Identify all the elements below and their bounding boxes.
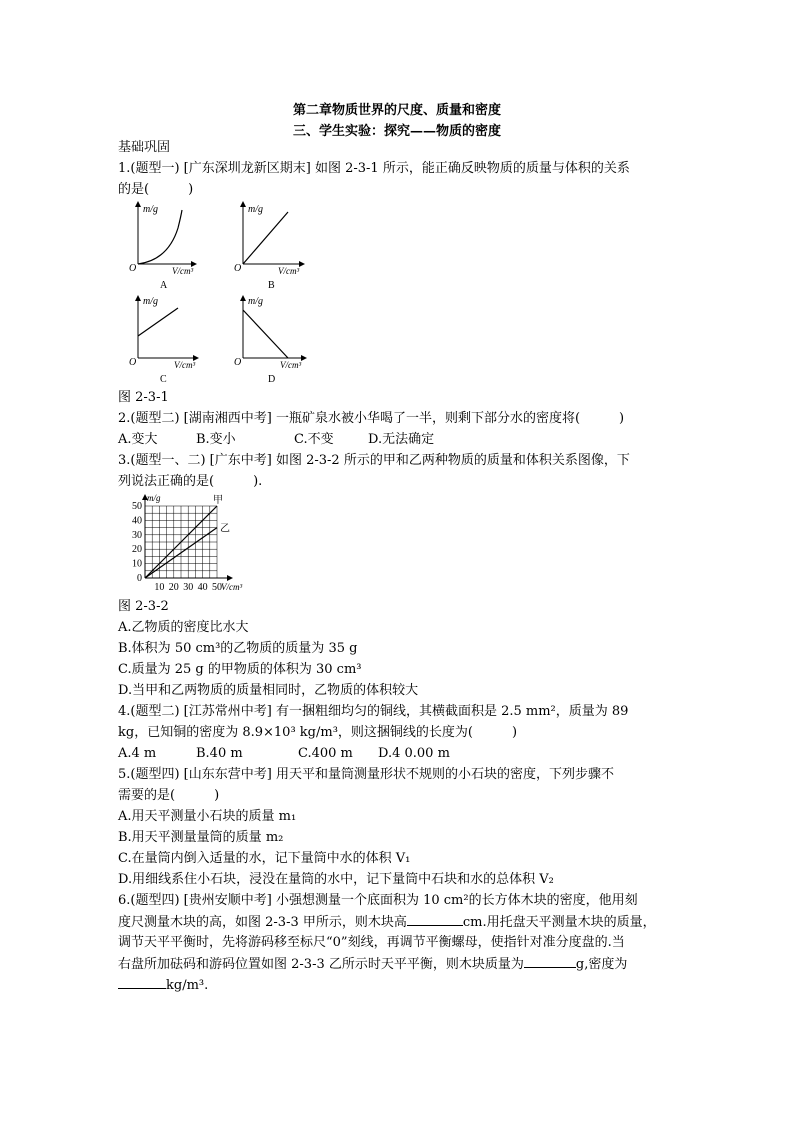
- graph-b-label: B: [268, 280, 275, 291]
- q6-stem-line4: [118, 955, 627, 974]
- q1-stem-line1: 1.(题型一) [广东深圳龙新区期末] 如图 2-3-1 所示，能正确反映物质的质量与体积的关系: [118, 161, 630, 176]
- q3-option-d: D.当甲和乙两物质的质量相同时，乙物质的体积较大: [118, 683, 419, 698]
- q6-line2-part2: cm.用托盘天平测量木块的质量，: [462, 915, 656, 930]
- x-tick-label: 10: [154, 582, 165, 593]
- q6-line5-unit: kg/m³.: [166, 978, 209, 993]
- q4-option-d: D.4 0.00 m: [378, 746, 450, 761]
- q6-blank-mass[interactable]: [524, 955, 576, 968]
- graph-d-ylabel: m/g: [248, 296, 263, 307]
- graph-a-xlabel: V/cm³: [172, 266, 194, 276]
- graph-b-origin: O: [234, 263, 242, 274]
- graph-d-label: D: [268, 374, 276, 384]
- graph-c-label: C: [160, 374, 167, 384]
- graph-a-ylabel: m/g: [143, 204, 158, 215]
- q6-stem-line5: [118, 976, 208, 995]
- graph-d: [234, 296, 306, 384]
- q3-stem-line2: 列说法正确的是( ).: [118, 474, 263, 489]
- section-heading: 基础巩固: [118, 140, 171, 155]
- q6-blank-height[interactable]: [407, 913, 463, 926]
- q3-chart: [118, 492, 263, 595]
- graph-b-xlabel: V/cm³: [278, 266, 300, 276]
- y-tick-label: 40: [132, 515, 142, 527]
- x-tick-label: 20: [168, 582, 179, 593]
- q6-line4-part2: g,密度为: [575, 957, 628, 972]
- y-axis-label: m/g: [147, 493, 161, 503]
- chapter-title: 第二章物质世界的尺度、质量和密度: [292, 103, 501, 118]
- q4-option-a: A.4 m: [118, 746, 157, 761]
- x-tick-label: 50: [212, 582, 222, 593]
- graph-c-ylabel: m/g: [143, 296, 158, 307]
- y-tick-label: 30: [132, 529, 142, 541]
- x-axis-label: V/cm³: [221, 582, 243, 592]
- q5-stem-line1: 5.(题型四) [山东东营中考] 用天平和量筒测量形状不规则的小石块的密度，下列步骤不: [118, 767, 614, 782]
- q1-stem-line2: 的是( ): [118, 182, 194, 197]
- q5-option-a: A.用天平测量小石块的质量 m₁: [118, 809, 297, 824]
- section-title: 三、学生实验：探究——物质的密度: [292, 124, 501, 139]
- q4-option-b: B.40 m: [196, 746, 243, 761]
- x-tick-label: 40: [197, 582, 208, 593]
- graph-a-origin: O: [129, 263, 137, 274]
- q1-graphs: [118, 198, 338, 384]
- graph-c-xlabel: V/cm³: [174, 360, 196, 370]
- q6-stem-line2: [118, 913, 656, 932]
- q5-option-d: D.用细线系住小石块，浸没在量筒的水中，记下量筒中石块和水的总体积 V₂: [118, 872, 554, 887]
- graph-d-xlabel: V/cm³: [280, 360, 302, 370]
- graph-a-label: A: [160, 280, 168, 291]
- q3-figure-caption: 图 2-3-2: [118, 599, 169, 614]
- q4-options: [118, 745, 450, 763]
- q4-stem-line2: kg，已知铜的密度为 8.9×10³ kg/m³，则这捆铜线的长度为( ): [118, 725, 518, 740]
- series-label-1: 甲: [213, 495, 223, 506]
- q6-line4-part1: 右盘所加砝码和游码位置如图 2-3-3 乙所示时天平平衡，则木块质量为: [118, 957, 524, 972]
- graph-a: [129, 202, 196, 291]
- series-label-2: 乙: [220, 523, 230, 535]
- q6-line2-part1: 度尺测量木块的高，如图 2-3-3 甲所示，则木块高: [118, 915, 407, 930]
- x-tick-label: 30: [183, 582, 194, 593]
- q5-option-c: C.在量筒内倒入适量的水，记下量筒中水的体积 V₁: [118, 851, 411, 866]
- graph-b: [234, 202, 304, 291]
- graph-c-origin: O: [129, 357, 137, 368]
- q2-stem: 2.(题型二) [湖南湘西中考] 一瓶矿泉水被小华喝了一半，则剩下部分水的密度将( ): [118, 411, 625, 426]
- q3-option-c: C.质量为 25 g 的甲物质的体积为 30 cm³: [118, 662, 362, 677]
- q5-stem-line2: 需要的是( ): [118, 788, 220, 803]
- q2-option-b: B.变小: [196, 432, 236, 447]
- y-tick-label: 20: [132, 544, 142, 556]
- graph-d-origin: O: [234, 357, 242, 368]
- q2-option-d: D.无法确定: [368, 432, 435, 447]
- q3-stem-line1: 3.(题型一、二) [广东中考] 如图 2-3-2 所示的甲和乙两种物质的质量和体积关系图像，下: [118, 453, 630, 468]
- q2-option-c: C.不变: [294, 432, 334, 447]
- q1-figure-caption: 图 2-3-1: [118, 390, 169, 405]
- graph-c: [129, 296, 198, 384]
- y-tick-label: 50: [132, 501, 142, 512]
- y-tick-label: 0: [137, 573, 142, 584]
- q2-options: [118, 431, 434, 449]
- q4-stem-line1: 4.(题型二) [江苏常州中考] 有一捆粗细均匀的铜线，其横截面积是 2.5 mm²，质量为 89: [118, 704, 629, 719]
- y-tick-label: 10: [132, 558, 142, 570]
- graph-b-ylabel: m/g: [248, 204, 263, 215]
- q6-stem-line1: 6.(题型四) [贵州安顺中考] 小强想测量一个底面积为 10 cm²的长方体木块的密度，他用刻: [118, 893, 638, 908]
- x-axis-arrow: [227, 575, 233, 581]
- q6-stem-line3: 调节天平平衡时，先将游码移至标尺“0”刻线，再调节平衡螺母，使指针对准分度盘的.当: [118, 935, 625, 950]
- q2-option-a: A.变大: [118, 432, 158, 447]
- q5-option-b: B.用天平测量量筒的质量 m₂: [118, 830, 284, 845]
- q4-option-c: C.400 m: [298, 746, 353, 761]
- q3-option-a: A.乙物质的密度比水大: [118, 620, 249, 635]
- q3-option-b: B.体积为 50 cm³的乙物质的质量为 35 g: [118, 641, 358, 656]
- q6-blank-density[interactable]: [118, 976, 166, 989]
